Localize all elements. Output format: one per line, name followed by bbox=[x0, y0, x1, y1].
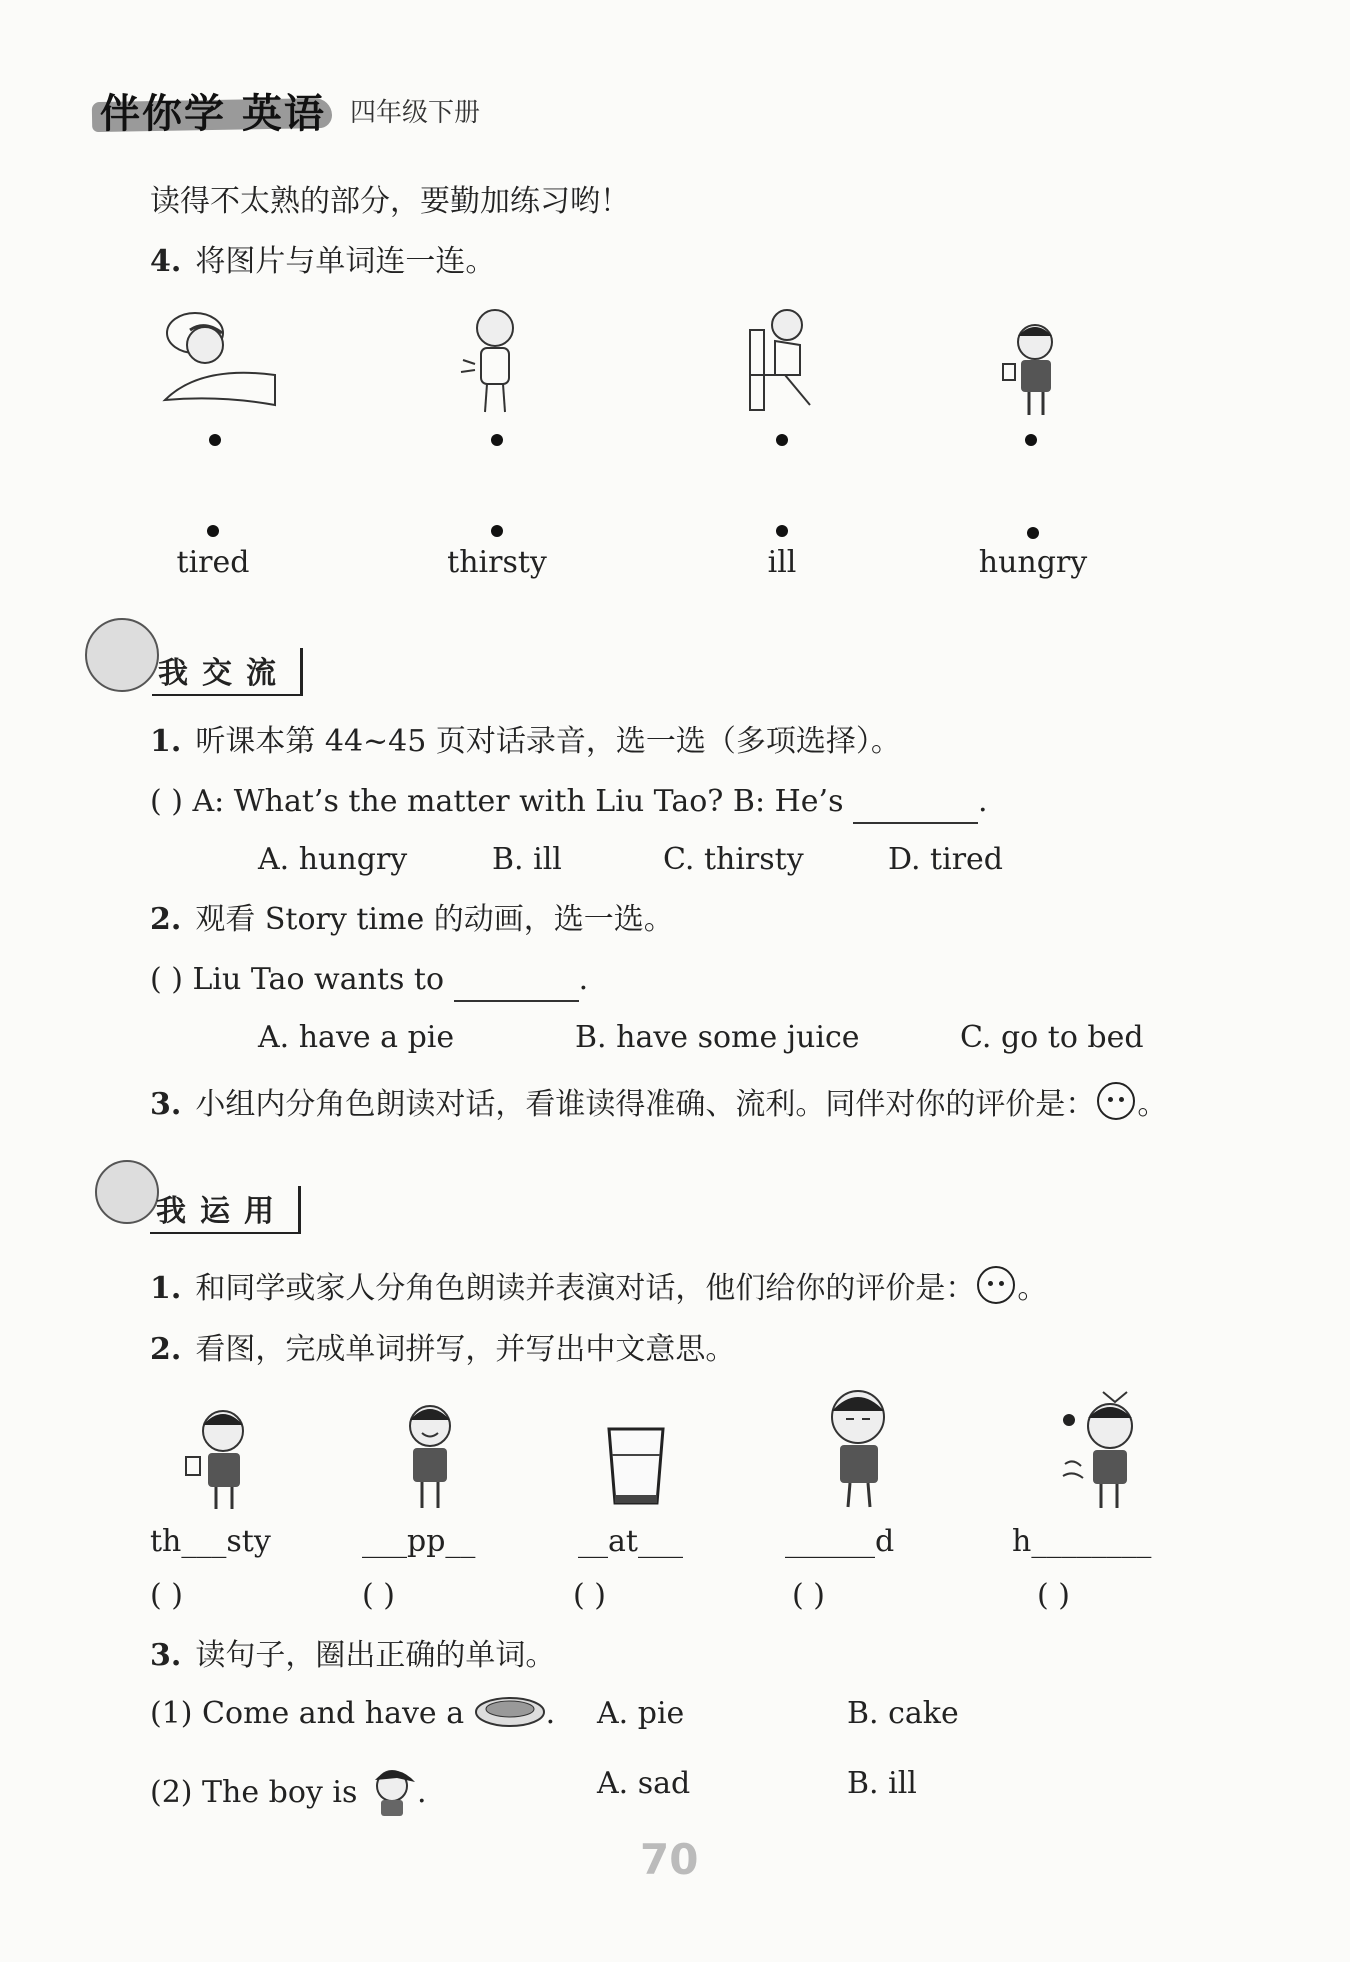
use-q1-number: 1. bbox=[150, 1271, 182, 1306]
match-dot-top-2[interactable] bbox=[491, 434, 503, 446]
sick-in-bed-illustration bbox=[160, 305, 280, 415]
q4-number: 4. bbox=[150, 244, 182, 279]
use-q1-end: 。 bbox=[1017, 1271, 1048, 1306]
smiley-face-icon bbox=[977, 1266, 1015, 1304]
talk-q3-line bbox=[150, 1082, 1167, 1125]
use-q3-number: 3. bbox=[150, 1638, 182, 1673]
talk-q2-blank[interactable] bbox=[454, 960, 579, 1002]
talk-q2-number: 2. bbox=[150, 902, 182, 937]
meaning-paren-5[interactable]: ( ) bbox=[1037, 1578, 1070, 1613]
use-q3-item-1-sentence: Come and have a bbox=[202, 1696, 465, 1731]
talk-q1-text: 听课本第 44~45 页对话录音，选一选（多项选择）。 bbox=[195, 724, 901, 759]
spelling-item-2[interactable]: ___pp__ bbox=[362, 1524, 476, 1559]
talk-q2-period: . bbox=[578, 962, 589, 997]
talk-q2-option-a[interactable]: A. have a pie bbox=[258, 1020, 455, 1055]
use-q1-line bbox=[150, 1266, 1047, 1309]
use-q3-item-1-option-b[interactable]: B. cake bbox=[847, 1696, 959, 1731]
boy-with-glass-illustration bbox=[995, 322, 1070, 417]
talk-q2-heading bbox=[150, 900, 674, 940]
match-dot-bottom-1[interactable] bbox=[207, 525, 219, 537]
use-q3-item-2-option-b[interactable]: B. ill bbox=[847, 1766, 917, 1801]
spelling-item-4[interactable]: ______d bbox=[785, 1524, 895, 1559]
match-dot-bottom-2[interactable] bbox=[491, 525, 503, 537]
use-q3-item-2-end: . bbox=[416, 1775, 427, 1810]
talk-q1-option-d[interactable]: D. tired bbox=[888, 842, 1004, 877]
tired-boy-icon bbox=[818, 1385, 898, 1510]
happy-boy-icon bbox=[395, 1400, 465, 1510]
talk-q1-number: 1. bbox=[150, 724, 182, 759]
match-word-1: tired bbox=[176, 545, 250, 580]
talk-q2-answer-paren[interactable]: ( ) bbox=[150, 962, 183, 997]
talk-q2-question bbox=[150, 960, 588, 1002]
use-q2-number: 2. bbox=[150, 1332, 182, 1367]
talk-q1-option-b[interactable]: B. ill bbox=[492, 842, 562, 877]
meaning-paren-4[interactable]: ( ) bbox=[792, 1578, 825, 1613]
talk-q2-question-text: Liu Tao wants to bbox=[192, 962, 445, 997]
header-title: 伴你学 英语 bbox=[100, 91, 326, 137]
use-q3-item-1-end: . bbox=[545, 1696, 556, 1731]
use-q3-heading bbox=[150, 1636, 555, 1676]
match-dot-bottom-3[interactable] bbox=[776, 525, 788, 537]
talk-q1-blank[interactable] bbox=[853, 782, 978, 824]
sick-boy-icon bbox=[367, 1764, 417, 1818]
q4-heading bbox=[150, 242, 495, 282]
use-q3-item-2-sentence: The boy is bbox=[202, 1775, 358, 1810]
glass-of-water-icon bbox=[605, 1425, 667, 1507]
talk-q2-text: 观看 Story time 的动画，选一选。 bbox=[195, 902, 674, 937]
talk-q3-end: 。 bbox=[1137, 1087, 1168, 1122]
meaning-paren-3[interactable]: ( ) bbox=[573, 1578, 606, 1613]
talk-q1-question bbox=[150, 782, 988, 824]
section-talk-badge-icon bbox=[85, 618, 159, 692]
use-q3-item-1-label: (1) bbox=[150, 1696, 193, 1731]
hot-boy-illustration bbox=[455, 300, 535, 415]
talk-q1-option-c[interactable]: C. thirsty bbox=[663, 842, 804, 877]
talk-q1-question-text: A: What’s the matter with Liu Tao? B: He’s bbox=[192, 784, 844, 819]
use-q2-text: 看图，完成单词拼写，并写出中文意思。 bbox=[195, 1332, 736, 1367]
match-dot-bottom-4[interactable] bbox=[1027, 527, 1039, 539]
talk-q1-period: . bbox=[978, 784, 988, 819]
talk-q3-number: 3. bbox=[150, 1087, 182, 1122]
match-word-4: hungry bbox=[978, 545, 1088, 580]
use-q3-text: 读句子，圈出正确的单词。 bbox=[195, 1638, 556, 1673]
boy-with-glass-icon bbox=[178, 1405, 258, 1510]
talk-q1-heading bbox=[150, 722, 901, 762]
tired-boy-on-chair-illustration bbox=[745, 305, 820, 415]
use-q2-heading bbox=[150, 1330, 735, 1370]
pie-icon bbox=[474, 1695, 546, 1729]
use-q3-item-1-option-a[interactable]: A. pie bbox=[597, 1696, 685, 1731]
talk-q3-text: 小组内分角色朗读对话，看谁读得准确、流利。同伴对你的评价是： bbox=[195, 1087, 1096, 1122]
talk-q1-answer-paren[interactable]: ( ) bbox=[150, 784, 183, 819]
meaning-paren-1[interactable]: ( ) bbox=[150, 1578, 183, 1613]
meaning-paren-2[interactable]: ( ) bbox=[362, 1578, 395, 1613]
spelling-item-5[interactable]: h________ bbox=[1012, 1524, 1152, 1559]
smiley-face-icon bbox=[1097, 1082, 1135, 1120]
use-q1-text: 和同学或家人分角色朗读并表演对话，他们给你的评价是： bbox=[195, 1271, 976, 1306]
header-subtitle: 四年级下册 bbox=[350, 98, 481, 128]
section-use-label: 我运用 bbox=[150, 1186, 301, 1234]
match-word-2: thirsty bbox=[447, 545, 547, 580]
spelling-item-3[interactable]: __at___ bbox=[578, 1524, 683, 1559]
match-dot-top-1[interactable] bbox=[209, 434, 221, 446]
match-word-3: ill bbox=[767, 545, 797, 580]
use-q3-item-2 bbox=[150, 1764, 427, 1818]
match-dot-top-3[interactable] bbox=[776, 434, 788, 446]
use-q3-item-2-label: (2) bbox=[150, 1775, 193, 1810]
page-number: 70 bbox=[640, 1835, 699, 1884]
hot-boy-icon bbox=[1055, 1388, 1145, 1510]
spelling-item-1[interactable]: th___sty bbox=[150, 1524, 271, 1559]
section-talk-label: 我交流 bbox=[152, 648, 303, 696]
intro-line: 读得不太熟的部分，要勤加练习哟！ bbox=[150, 184, 630, 219]
match-dot-top-4[interactable] bbox=[1025, 434, 1037, 446]
talk-q1-option-a[interactable]: A. hungry bbox=[258, 842, 408, 877]
talk-q2-option-b[interactable]: B. have some juice bbox=[575, 1020, 860, 1055]
use-q3-item-2-option-a[interactable]: A. sad bbox=[597, 1766, 691, 1801]
talk-q2-option-c[interactable]: C. go to bed bbox=[960, 1020, 1144, 1055]
q4-text: 将图片与单词连一连。 bbox=[195, 244, 496, 279]
use-q3-item-1 bbox=[150, 1694, 555, 1734]
